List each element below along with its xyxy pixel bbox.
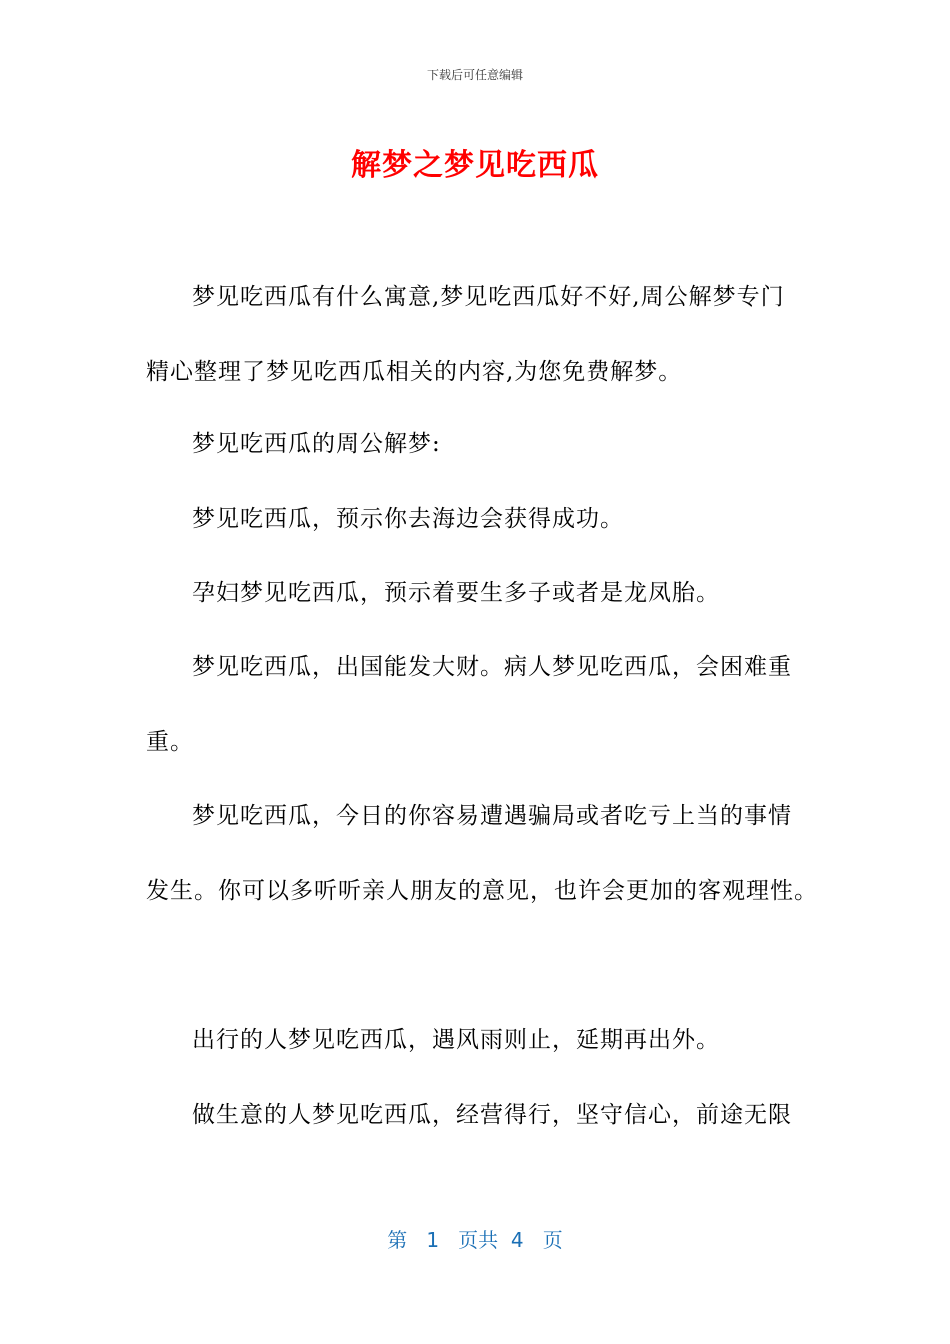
paragraph-line: 做生意的人梦见吃西瓜，经营得行，坚守信心，前途无限 (192, 1102, 792, 1128)
paragraph-1 (146, 260, 806, 410)
paragraph-5 (146, 630, 806, 780)
paragraph-line: 孕妇梦见吃西瓜，预示着要生多子或者是龙凤胎。 (192, 580, 720, 606)
page-label-suffix: 页 (542, 1228, 563, 1252)
page-label-prefix: 第 (387, 1228, 408, 1252)
paragraph-3 (146, 482, 806, 557)
paragraph-2 (146, 407, 806, 482)
paragraph-8 (146, 1078, 806, 1153)
paragraph-line: 精心整理了梦见吃西瓜相关的内容,为您免费解梦。 (146, 359, 683, 385)
page-label-mid: 页共 (458, 1228, 499, 1252)
page-title: 解梦之梦见吃西瓜 (351, 148, 599, 183)
current-page-number: 1 (426, 1228, 440, 1252)
paragraph-line: 梦见吃西瓜的周公解梦: (192, 431, 441, 457)
page-footer (0, 1224, 950, 1253)
paragraph-6 (146, 779, 818, 929)
paragraph-line: 发生。你可以多听听亲人朋友的意见，也许会更加的客观理性。 (146, 878, 818, 904)
paragraph-line: 出行的人梦见吃西瓜，遇风雨则止，延期再出外。 (192, 1027, 720, 1053)
total-pages-number: 4 (510, 1228, 524, 1252)
paragraph-line: 梦见吃西瓜，今日的你容易遭遇骗局或者吃亏上当的事情 (192, 803, 792, 829)
paragraph-line: 梦见吃西瓜，出国能发大财。病人梦见吃西瓜，会困难重 (192, 654, 792, 680)
paragraph-7 (146, 1003, 806, 1078)
paragraph-line: 梦见吃西瓜有什么寓意,梦见吃西瓜好不好,周公解梦专门 (192, 284, 785, 310)
paragraph-line: 重。 (146, 729, 194, 755)
paragraph-line: 梦见吃西瓜，预示你去海边会获得成功。 (192, 506, 624, 532)
header-note: 下载后可任意编辑 (426, 68, 523, 82)
paragraph-4 (146, 556, 806, 631)
